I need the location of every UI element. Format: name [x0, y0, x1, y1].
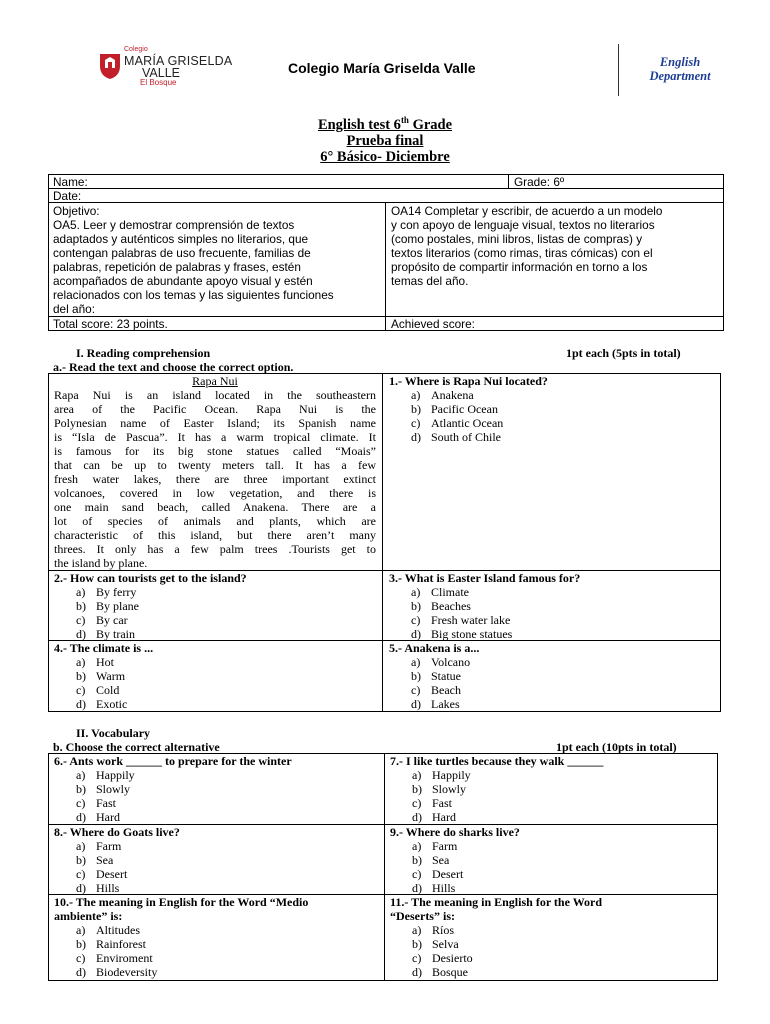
question-2 [54, 571, 247, 641]
option-c[interactable] [412, 796, 603, 810]
option-letter: c) [76, 683, 86, 697]
question-text-line-1: 10.- The meaning in English for the Word “Medio [54, 895, 309, 909]
reading-line-last: the island by plane. [54, 556, 148, 570]
header-divider [618, 44, 619, 96]
title-line-1 [0, 112, 770, 133]
option-letter: b) [76, 782, 86, 796]
option-letter: c) [411, 683, 421, 697]
option-letter: b) [76, 669, 86, 683]
option-text: Desert [96, 867, 128, 881]
reading-col-rule [382, 373, 383, 712]
section-2-instruction: b. Choose the correct alternative [53, 740, 220, 754]
question-text-line-2: “Deserts” is: [390, 909, 455, 923]
option-text: By car [96, 613, 128, 627]
option-letter: c) [76, 951, 86, 965]
section-1-instruction: a.- Read the text and choose the correct option. [53, 360, 294, 374]
option-d[interactable] [76, 810, 292, 824]
option-d[interactable] [411, 430, 548, 444]
option-letter: c) [411, 613, 421, 627]
option-b[interactable] [412, 937, 602, 951]
objective-left-line: acompañados de abundante apoyo visual y estén [53, 274, 313, 288]
option-letter: a) [76, 923, 86, 937]
reading-passage [54, 374, 376, 570]
question-text: 4.- The climate is ... [54, 641, 154, 655]
reading-line: characteristic of this island, but there aren’t many [54, 528, 376, 542]
option-c[interactable] [411, 683, 479, 697]
objective-right-line: propósito de compartir información en torno a los [391, 260, 648, 274]
reading-line: volcanoes, covered in low vegetation, and there is [54, 486, 376, 500]
option-c[interactable] [76, 867, 180, 881]
objective-left [53, 218, 381, 316]
option-d[interactable] [412, 881, 520, 895]
option-text: Lakes [431, 697, 460, 711]
reading-line: Polynesian name of Easter Island; its Spanish name [54, 416, 376, 430]
option-text: Beaches [431, 599, 471, 613]
question-text: 5.- Anakena is a... [389, 641, 480, 655]
option-b[interactable] [76, 853, 180, 867]
reading-line: is famous for its big stone statues called “Moais” [54, 444, 376, 458]
department-label [620, 55, 740, 83]
option-text: Rainforest [96, 937, 146, 951]
option-c[interactable] [76, 951, 308, 965]
option-d[interactable] [76, 697, 153, 711]
question-7 [390, 754, 603, 824]
option-text: By plane [96, 599, 139, 613]
option-text: Hills [96, 881, 120, 895]
option-text: Volcano [431, 655, 471, 669]
objective-left-line: del año: [53, 302, 95, 316]
option-text: Happily [96, 768, 135, 782]
achieved-score[interactable]: Achieved score: [391, 317, 475, 331]
option-letter: a) [411, 388, 421, 402]
option-a[interactable] [76, 585, 247, 599]
option-text: Biodeversity [96, 965, 158, 979]
option-letter: b) [411, 669, 421, 683]
objective-right-line: (como postales, mini libros, listas de compras) y [391, 232, 643, 246]
option-text: Fast [96, 796, 117, 810]
option-text: Anakena [431, 388, 474, 402]
option-text: Atlantic Ocean [431, 416, 504, 430]
option-letter: b) [76, 937, 86, 951]
option-a[interactable] [411, 655, 479, 669]
objective-right [391, 204, 721, 288]
reading-line: area of the Pacific Ocean. Rapa Nui is the [54, 402, 376, 416]
vocabulary-col-rule [384, 753, 385, 981]
option-d[interactable] [76, 627, 247, 641]
question-3 [389, 571, 580, 641]
logo-line-3: VALLE [142, 66, 180, 80]
school-name: Colegio María Griselda Valle [288, 60, 476, 76]
option-a[interactable] [412, 923, 602, 937]
option-b[interactable] [76, 937, 308, 951]
question-text-line-1: 11.- The meaning in English for the Word [390, 895, 603, 909]
option-letter: c) [76, 796, 86, 810]
option-c[interactable] [411, 416, 548, 430]
objective-right-line: textos literarios (como rimas, tiras cómicas) con el [391, 246, 653, 260]
option-c[interactable] [76, 613, 247, 627]
option-text: Altitudes [96, 923, 140, 937]
option-d[interactable] [411, 627, 580, 641]
option-letter: d) [412, 881, 422, 895]
objective-left-line: relacionados con los temas y las siguientes funciones [53, 288, 334, 302]
reading-title: Rapa Nui [192, 374, 238, 388]
option-text: By ferry [96, 585, 137, 599]
total-score: Total score: 23 points. [53, 317, 168, 331]
date-field[interactable]: Date: [53, 189, 82, 203]
question-text: 3.- What is Easter Island famous for? [389, 571, 581, 585]
question-8 [54, 825, 180, 895]
question-11 [390, 895, 602, 979]
question-text: 8.- Where do Goats live? [54, 825, 180, 839]
option-text: Statue [431, 669, 461, 683]
question-text: 7.- I like turtles because they walk ______ [390, 754, 604, 768]
option-letter: a) [411, 655, 421, 669]
option-text: Enviroment [96, 951, 153, 965]
info-rule-2 [48, 202, 724, 203]
option-c[interactable] [412, 951, 602, 965]
option-text: Ríos [432, 923, 455, 937]
question-9 [390, 825, 520, 895]
section-1-points: 1pt each (5pts in total) [566, 346, 681, 360]
option-text: Desert [432, 867, 464, 881]
reading-line: that can be up to twenty meters tall. It has a few [54, 458, 376, 472]
option-letter: c) [411, 416, 421, 430]
option-letter: b) [411, 599, 421, 613]
question-text-line-2: ambiente” is: [54, 909, 123, 923]
option-text: Big stone statues [431, 627, 513, 641]
option-text: Farm [432, 839, 458, 853]
option-letter: a) [76, 839, 86, 853]
option-letter: d) [76, 627, 86, 641]
option-letter: a) [76, 585, 86, 599]
reading-line: Rapa Nui is an island located in the southeastern [54, 388, 376, 402]
objective-right-line: y con apoyo de lenguaje visual, textos no literarios [391, 218, 655, 232]
grade-field: Grade: 6º [514, 175, 565, 189]
question-text: 2.- How can tourists get to the island? [54, 571, 247, 585]
option-letter: c) [412, 867, 422, 881]
option-letter: b) [411, 402, 421, 416]
question-6 [54, 754, 292, 824]
option-d[interactable] [76, 965, 308, 979]
option-b[interactable] [76, 599, 247, 613]
option-c[interactable] [411, 613, 580, 627]
option-letter: d) [412, 965, 422, 979]
option-a[interactable] [412, 839, 520, 853]
option-b[interactable] [411, 599, 580, 613]
logo-line-4: El Bosque [140, 78, 177, 87]
option-text: Happily [432, 768, 471, 782]
reading-line: threes. It only has a few palm trees .Tourists get to [54, 542, 376, 556]
option-a[interactable] [411, 388, 548, 402]
option-a[interactable] [76, 839, 180, 853]
title-line-2: Prueba final [346, 132, 424, 149]
question-text: 6.- Ants work ______ to prepare for the winter [54, 754, 292, 768]
reading-line: is “Isla de Pascua”. It has a warm tropical climate. It [54, 430, 376, 444]
objective-right-line: temas del año. [391, 274, 469, 288]
option-letter: b) [412, 853, 422, 867]
option-d[interactable] [412, 965, 602, 979]
option-text: Farm [96, 839, 122, 853]
option-letter: a) [76, 768, 86, 782]
option-a[interactable] [412, 768, 603, 782]
option-text: Hard [96, 810, 120, 824]
option-b[interactable] [76, 782, 292, 796]
question-4 [54, 641, 153, 711]
option-text: Desierto [432, 951, 473, 965]
option-c[interactable] [76, 683, 153, 697]
option-letter: a) [412, 923, 422, 937]
option-b[interactable] [412, 853, 520, 867]
option-a[interactable] [76, 655, 153, 669]
reading-line: lot of species of animals and plants, which are [54, 514, 376, 528]
question-1 [389, 374, 548, 444]
option-a[interactable] [76, 923, 308, 937]
option-letter: d) [76, 697, 86, 711]
option-letter: b) [412, 782, 422, 796]
section-1-heading: I. Reading comprehension [76, 346, 211, 360]
option-text: Cold [96, 683, 120, 697]
option-a[interactable] [76, 768, 292, 782]
option-letter: c) [76, 613, 86, 627]
option-letter: a) [412, 768, 422, 782]
info-col-rule-2 [385, 202, 386, 331]
title-line-1-post: Grade [408, 116, 453, 133]
option-text: Hills [432, 881, 456, 895]
option-text: Hard [432, 810, 456, 824]
option-b[interactable] [76, 669, 153, 683]
option-text: Pacific Ocean [431, 402, 498, 416]
section-2-heading: II. Vocabulary [76, 726, 151, 740]
title-line-1-pre: English test 6 [317, 116, 401, 133]
option-text: Fresh water lake [431, 613, 511, 627]
option-text: By train [96, 627, 135, 641]
option-a[interactable] [411, 585, 580, 599]
option-letter: d) [411, 697, 421, 711]
crest-icon [96, 50, 124, 80]
department-line-1: English [659, 55, 701, 69]
option-c[interactable] [412, 867, 520, 881]
reading-body [54, 388, 376, 556]
option-letter: b) [76, 599, 86, 613]
option-text: Exotic [96, 697, 128, 711]
option-letter: a) [76, 655, 86, 669]
question-10 [54, 895, 308, 979]
option-text: Slowly [432, 782, 467, 796]
option-text: Sea [432, 853, 450, 867]
info-col-rule-1 [508, 174, 509, 189]
option-text: Selva [432, 937, 459, 951]
question-text: 1.- Where is Rapa Nui located? [389, 374, 548, 388]
question-text: 9.- Where do sharks live? [390, 825, 520, 839]
option-letter: c) [412, 796, 422, 810]
logo-line-1: Colegio [124, 46, 148, 53]
title-line-1-sup: th [400, 115, 409, 125]
reading-line: fresh water lakes, there are three important extinct [54, 472, 376, 486]
option-text: Fast [432, 796, 453, 810]
objective-right-line: OA14 Completar y escribir, de acuerdo a un modelo [391, 204, 663, 218]
option-letter: d) [412, 810, 422, 824]
option-text: Bosque [432, 965, 468, 979]
option-letter: a) [411, 585, 421, 599]
option-text: Hot [96, 655, 114, 669]
department-line-2: Department [649, 69, 711, 83]
option-letter: d) [76, 810, 86, 824]
option-letter: b) [76, 853, 86, 867]
option-text: Warm [96, 669, 126, 683]
school-logo [96, 44, 236, 90]
logo-line-2: MARÍA GRISELDA [124, 54, 233, 68]
option-d[interactable] [411, 697, 479, 711]
option-text: Climate [431, 585, 469, 599]
option-letter: c) [412, 951, 422, 965]
option-c[interactable] [76, 796, 292, 810]
option-letter: a) [412, 839, 422, 853]
objective-label: Objetivo: [53, 204, 100, 218]
test-title [0, 112, 770, 165]
question-5 [389, 641, 479, 711]
objective-left-line: OA5. Leer y demostrar comprensión de textos [53, 218, 295, 232]
option-b[interactable] [411, 669, 479, 683]
option-b[interactable] [411, 402, 548, 416]
option-letter: c) [76, 867, 86, 881]
option-text: Sea [96, 853, 114, 867]
section-2-points: 1pt each (10pts in total) [556, 740, 677, 754]
option-text: Slowly [96, 782, 131, 796]
option-b[interactable] [412, 782, 603, 796]
option-letter: d) [76, 881, 86, 895]
option-letter: b) [412, 937, 422, 951]
option-letter: d) [76, 965, 86, 979]
option-d[interactable] [412, 810, 603, 824]
info-rule-1 [48, 188, 724, 189]
option-letter: d) [411, 627, 421, 641]
name-field[interactable]: Name: [53, 175, 88, 189]
objective-left-line: palabras, repetición de palabras y frases, estén [53, 260, 301, 274]
option-text: Beach [431, 683, 461, 697]
objective-left-line: adaptados y auténticos simples no literarios, que [53, 232, 309, 246]
option-d[interactable] [76, 881, 180, 895]
reading-line: one main sand beach, called Anakena. There are a [54, 500, 376, 514]
option-letter: d) [411, 430, 421, 444]
title-line-3: 6° Básico- Diciembre [320, 148, 450, 165]
option-text: South of Chile [431, 430, 502, 444]
objective-left-line: contengan palabras de uso frecuente, familias de [53, 246, 311, 260]
